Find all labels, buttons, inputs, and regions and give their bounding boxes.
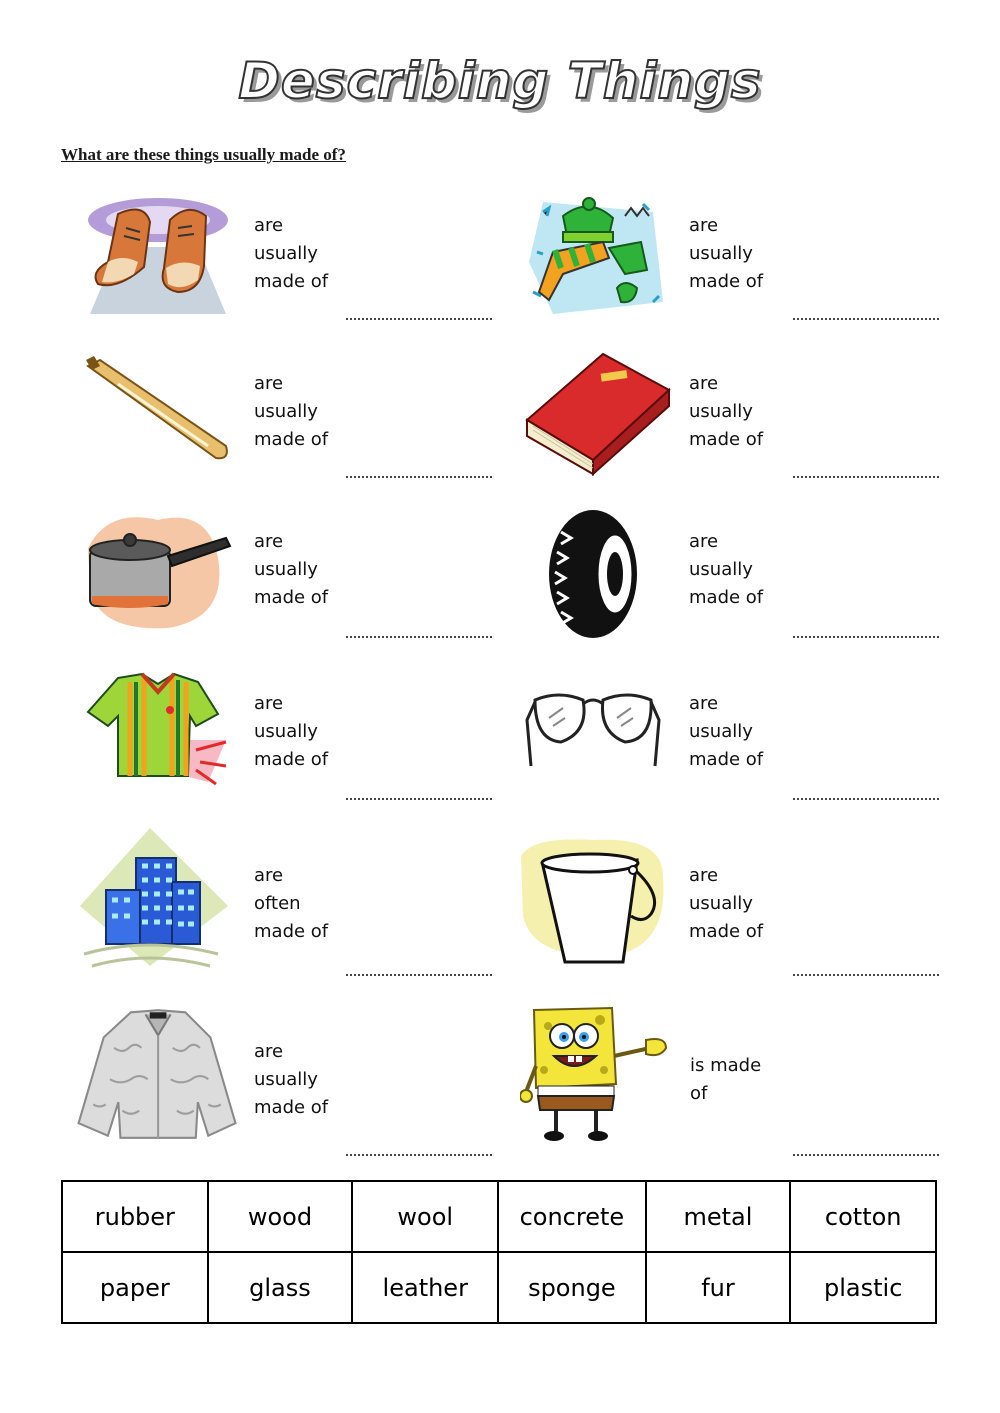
word-bank-row xyxy=(62,1181,936,1252)
exercise-item-buildings xyxy=(78,826,518,966)
word-bank-cell: paper xyxy=(62,1252,208,1323)
word-bank-cell: wool xyxy=(352,1181,498,1252)
word-bank-cell: concrete xyxy=(498,1181,645,1252)
bucket-icon xyxy=(513,836,673,966)
answer-blank[interactable] xyxy=(346,798,492,800)
word-bank-row xyxy=(62,1252,936,1323)
exercise-item-winter-clothes xyxy=(513,192,953,332)
exercise-item-shoes xyxy=(78,192,518,332)
book-icon xyxy=(513,350,673,480)
spongebob-icon xyxy=(520,1006,680,1156)
word-bank-cell: plastic xyxy=(790,1252,936,1323)
phrase: are usually made of xyxy=(689,865,764,942)
answer-blank[interactable] xyxy=(793,798,939,800)
phrase: are usually made of xyxy=(689,373,764,450)
phrase: are usually made of xyxy=(254,531,329,608)
phrase: are usually made of xyxy=(689,215,764,292)
exercise-item-bucket xyxy=(513,836,953,976)
word-bank-cell: fur xyxy=(646,1252,791,1323)
baseball-bat-icon xyxy=(78,350,238,480)
buildings-icon xyxy=(78,826,238,976)
exercise-item-fur-coat xyxy=(72,1006,512,1146)
fur-coat-icon xyxy=(72,1006,240,1142)
shoes-icon xyxy=(78,192,238,322)
phrase: are usually made of xyxy=(254,1041,329,1118)
answer-blank[interactable] xyxy=(793,636,939,638)
word-bank-cell: sponge xyxy=(498,1252,645,1323)
phrase: is made of xyxy=(690,1055,762,1104)
phrase: are usually made of xyxy=(689,531,764,608)
word-bank-cell: cotton xyxy=(790,1181,936,1252)
exercise-item-tire xyxy=(513,508,953,648)
answer-blank[interactable] xyxy=(346,974,492,976)
word-bank xyxy=(61,1180,937,1324)
shirt-icon xyxy=(78,670,238,800)
tire-icon xyxy=(513,508,673,638)
word-bank-cell: leather xyxy=(352,1252,498,1323)
page-title: Describing Things xyxy=(238,52,762,110)
answer-blank[interactable] xyxy=(793,974,939,976)
exercise-item-shirt xyxy=(78,670,518,810)
word-bank-cell: wood xyxy=(208,1181,353,1252)
answer-blank[interactable] xyxy=(793,318,939,320)
winter-clothes-icon xyxy=(513,192,673,322)
exercise-item-saucepan xyxy=(78,508,518,648)
phrase: are usually made of xyxy=(254,373,329,450)
phrase: are often made of xyxy=(254,865,329,942)
exercise-item-book xyxy=(513,350,953,490)
phrase: are usually made of xyxy=(689,693,764,770)
word-bank-cell: rubber xyxy=(62,1181,208,1252)
exercise-item-sponge-character xyxy=(520,1006,960,1146)
answer-blank[interactable] xyxy=(346,476,492,478)
answer-blank[interactable] xyxy=(346,1154,492,1156)
phrase: are usually made of xyxy=(254,215,329,292)
answer-blank[interactable] xyxy=(346,636,492,638)
exercise-item-glasses xyxy=(513,670,953,810)
exercise-item-baseball-bat xyxy=(78,350,518,490)
answer-blank[interactable] xyxy=(346,318,492,320)
saucepan-icon xyxy=(78,508,238,638)
answer-blank[interactable] xyxy=(793,476,939,478)
word-bank-cell: metal xyxy=(646,1181,791,1252)
instructions: What are these things usually made of? xyxy=(61,145,346,164)
word-bank-cell: glass xyxy=(208,1252,353,1323)
answer-blank[interactable] xyxy=(793,1154,939,1156)
glasses-icon xyxy=(513,670,673,800)
phrase: are usually made of xyxy=(254,693,329,770)
